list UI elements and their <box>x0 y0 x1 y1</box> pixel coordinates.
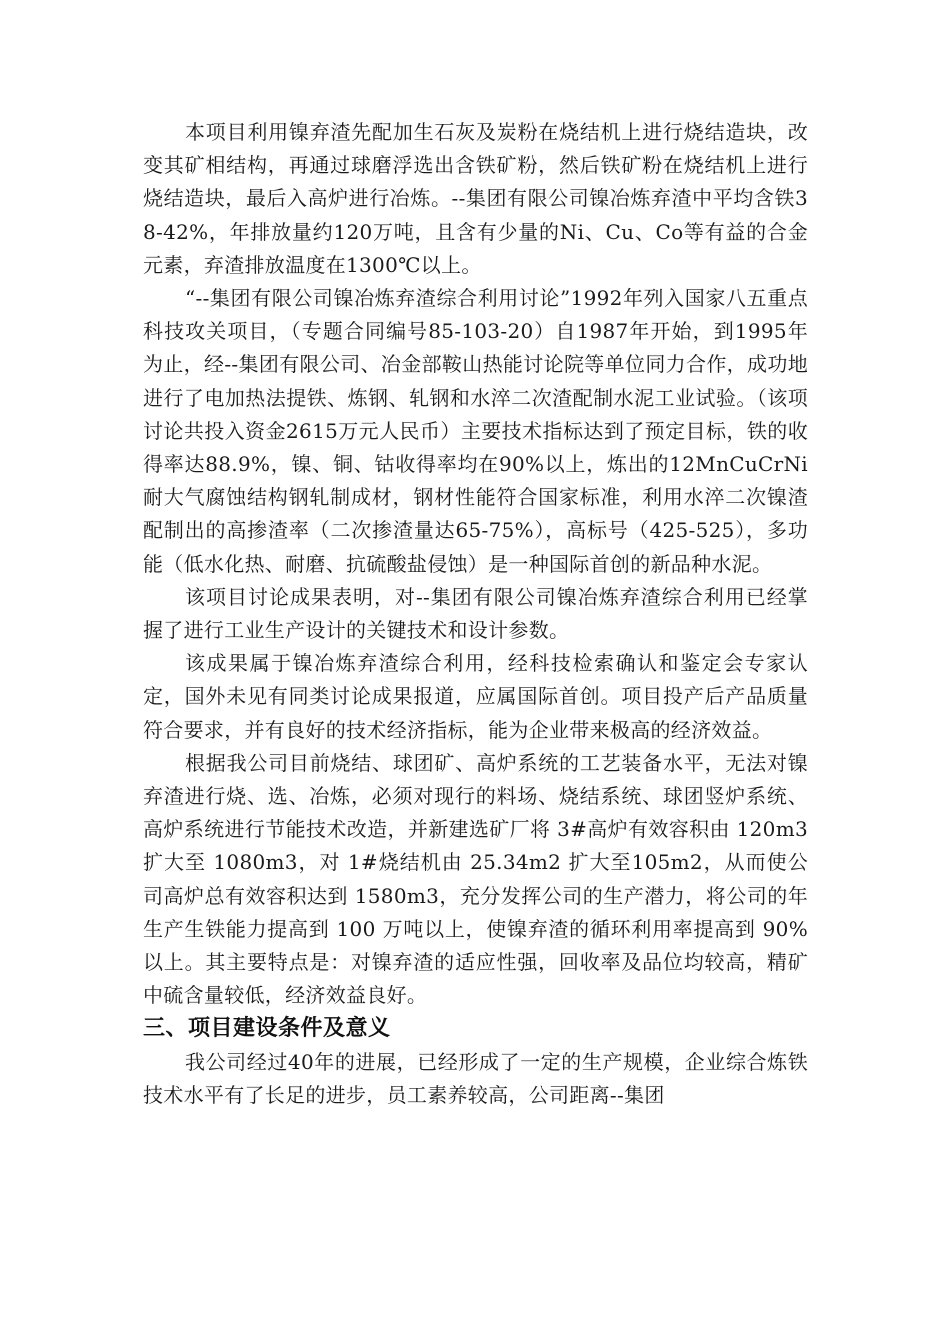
paragraph-company-development: 我公司经过40年的进展，已经形成了一定的生产规模，企业综合炼铁技术水平有了长足的进步，员工素养较高，公司距离--集团 <box>143 1049 808 1107</box>
section-heading: 三、项目建设条件及意义 <box>143 1016 391 1042</box>
paragraph-research-project-history: “--集团有限公司镍冶炼弃渣综合利用讨论”1992年列入国家八五重点科技攻关项目，（专题合同编号85-103-20）自1987年开始，到1995年为止，经--集团有限公司、冶金部鞍山热能讨论院等单位同力合作，成功地进行了电加热法提铁、炼钢、轧钢和水淬二次渣配制水泥工业试验。（该项讨论共投入资金2615万元人民币）主要技术指标达到了预定目标，铁的收得率达88.9%，镍、铜、钴收得率均在90%以上，炼出的12MnCuCrNi耐大气腐蚀结构钢轧制成材，钢材性能符合国家标准，利用水淬二次镍渣配制出的高掺渣率（二次掺渣量达65-75%），高标号（425-525），多功能（低水化热、耐磨、抗硫酸盐侵蚀）是一种国际首创的新品种水泥。 <box>143 286 808 576</box>
paragraph-research-results: 该项目讨论成果表明，对--集团有限公司镍冶炼弃渣综合利用已经掌握了进行工业生产设计的关键技术和设计参数。 <box>143 584 808 643</box>
paragraph-achievement-assessment: 该成果属于镍冶炼弃渣综合利用，经科技检索确认和鉴定会专家认定，国外未见有同类讨论成果报道，应属国际首创。项目投产后产品质量符合要求，并有良好的技术经济指标，能为企业带来极高的经济效益。 <box>143 651 808 742</box>
paragraph-slag-sintering-process: 本项目利用镍弃渣先配加生石灰及炭粉在烧结机上进行烧结造块，改变其矿相结构，再通过球磨浮选出含铁矿粉，然后铁矿粉在烧结机上进行烧结造块，最后入高炉进行冶炼。--集团有限公司镍冶炼弃渣中平均含铁38-42%，年排放量约120万吨，且含有少量的Ni、Cu、Co等有益的合金元素，弃渣排放温度在1300℃以上。 <box>143 120 808 277</box>
document-body <box>143 116 808 1112</box>
paragraph-technical-renovation: 根据我公司目前烧结、球团矿、高炉系统的工艺装备水平，无法对镍弃渣进行烧、选、冶炼，必须对现行的料场、烧结系统、球团竖炉系统、高炉系统进行节能技术改造，并新建选矿厂将 3#高炉有效容积由 120m3 扩大至 1080m3，对 1#烧结机由 25.34m2 扩大至105m2，从而使公司高炉总有效容积达到 1580m3，充分发挥公司的生产潜力，将公司的年生产生铁能力提高到 100 万吨以上，使镍弃渣的循环利用率提高到 90%以上。其主要特点是：对镍弃渣的适应性强，回收率及品位均较高，精矿中硫含量较低，经济效益良好。 <box>143 750 808 1008</box>
